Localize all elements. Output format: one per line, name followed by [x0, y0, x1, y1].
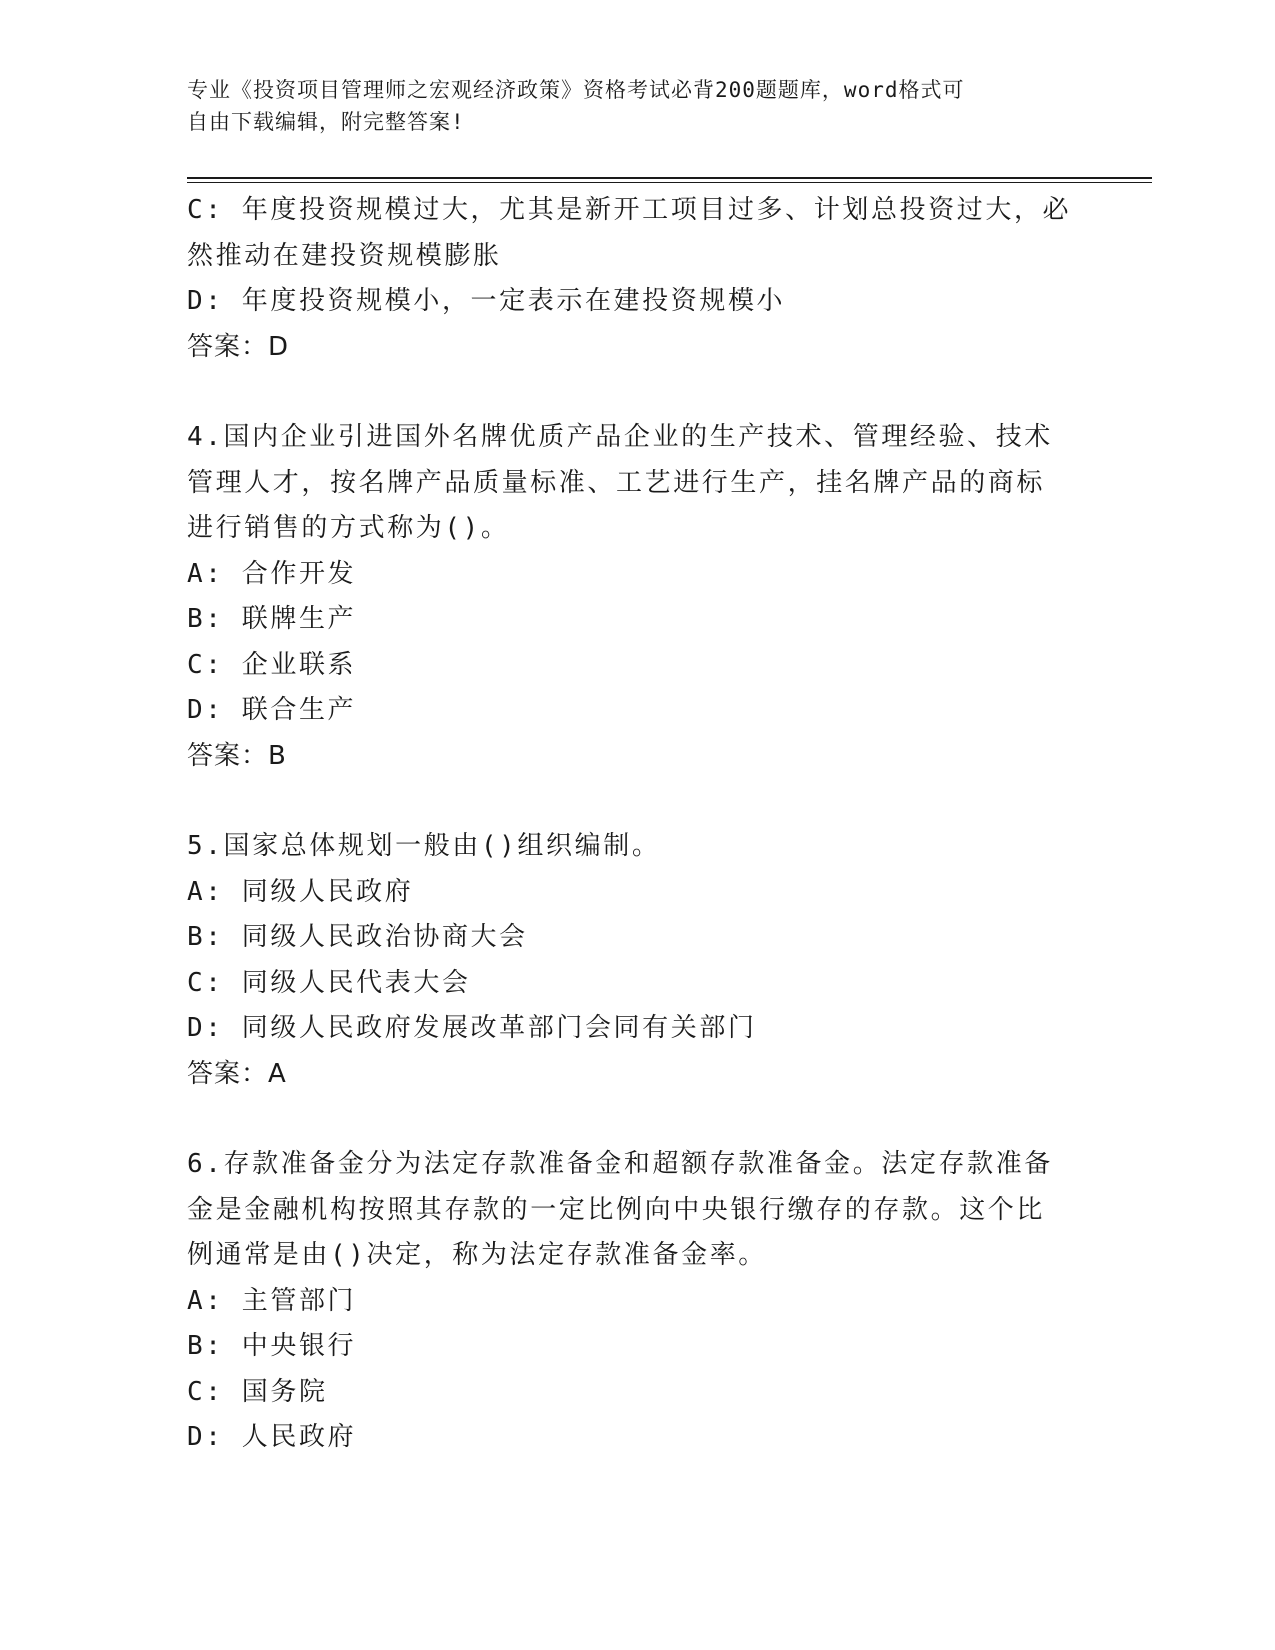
- header-line-2: 自由下载编辑，附完整答案!: [187, 110, 465, 134]
- question-stem-line-1: 4.国内企业引进国外名牌优质产品企业的生产技术、管理经验、技术: [187, 422, 1053, 452]
- option-a: A: 主管部门: [187, 1285, 357, 1316]
- option-c: C: 国务院: [187, 1376, 328, 1407]
- option-c-line-2: 然推动在建投资规模膨胀: [187, 240, 502, 271]
- answer: 答案：A: [187, 1058, 287, 1089]
- question-stem-line-3: 进行销售的方式称为()。: [187, 513, 510, 543]
- option-a: A: 合作开发: [187, 558, 357, 589]
- option-c-line-1: C: 年度投资规模过大，尤其是新开工项目过多、计划总投资过大，必: [187, 195, 1072, 225]
- question-5: [187, 824, 1087, 1097]
- question-stem-line-1: 5.国家总体规划一般由()组织编制。: [187, 831, 661, 861]
- answer: 答案：B: [187, 740, 287, 771]
- header-rule-thick: [187, 177, 1152, 179]
- question-stem-line-2: 管理人才，按名牌产品质量标准、工艺进行生产，挂名牌产品的商标: [187, 467, 1046, 498]
- header-rule-thin: [187, 182, 1152, 183]
- question-6: [187, 1142, 1087, 1461]
- option-d: D: 人民政府: [187, 1422, 357, 1452]
- option-c: C: 企业联系: [187, 649, 357, 680]
- option-d: D: 年度投资规模小，一定表示在建投资规模小: [187, 286, 786, 316]
- question-stem-line-3: 例通常是由()决定，称为法定存款准备金率。: [187, 1240, 767, 1270]
- question-stem-line-1: 6.存款准备金分为法定存款准备金和超额存款准备金。法定存款准备: [187, 1149, 1053, 1179]
- option-c: C: 同级人民代表大会: [187, 967, 471, 998]
- option-d: D: 联合生产: [187, 695, 357, 725]
- option-b: B: 中央银行: [187, 1331, 357, 1361]
- spacer: [187, 370, 1087, 415]
- header-line-1: 专业《投资项目管理师之宏观经济政策》资格考试必背200题题库，word格式可: [187, 78, 965, 102]
- question-content: [187, 188, 1087, 1461]
- question-3-continuation: [187, 188, 1087, 370]
- option-b: B: 联牌生产: [187, 604, 357, 634]
- option-b: B: 同级人民政治协商大会: [187, 922, 528, 952]
- question-stem-line-2: 金是金融机构按照其存款的一定比例向中央银行缴存的存款。这个比: [187, 1194, 1046, 1225]
- option-a: A: 同级人民政府: [187, 876, 414, 907]
- spacer: [187, 779, 1087, 824]
- answer: 答案：D: [187, 331, 290, 362]
- question-4: [187, 415, 1087, 779]
- document-header: [187, 74, 1067, 138]
- option-d: D: 同级人民政府发展改革部门会同有关部门: [187, 1013, 757, 1043]
- spacer: [187, 1097, 1087, 1142]
